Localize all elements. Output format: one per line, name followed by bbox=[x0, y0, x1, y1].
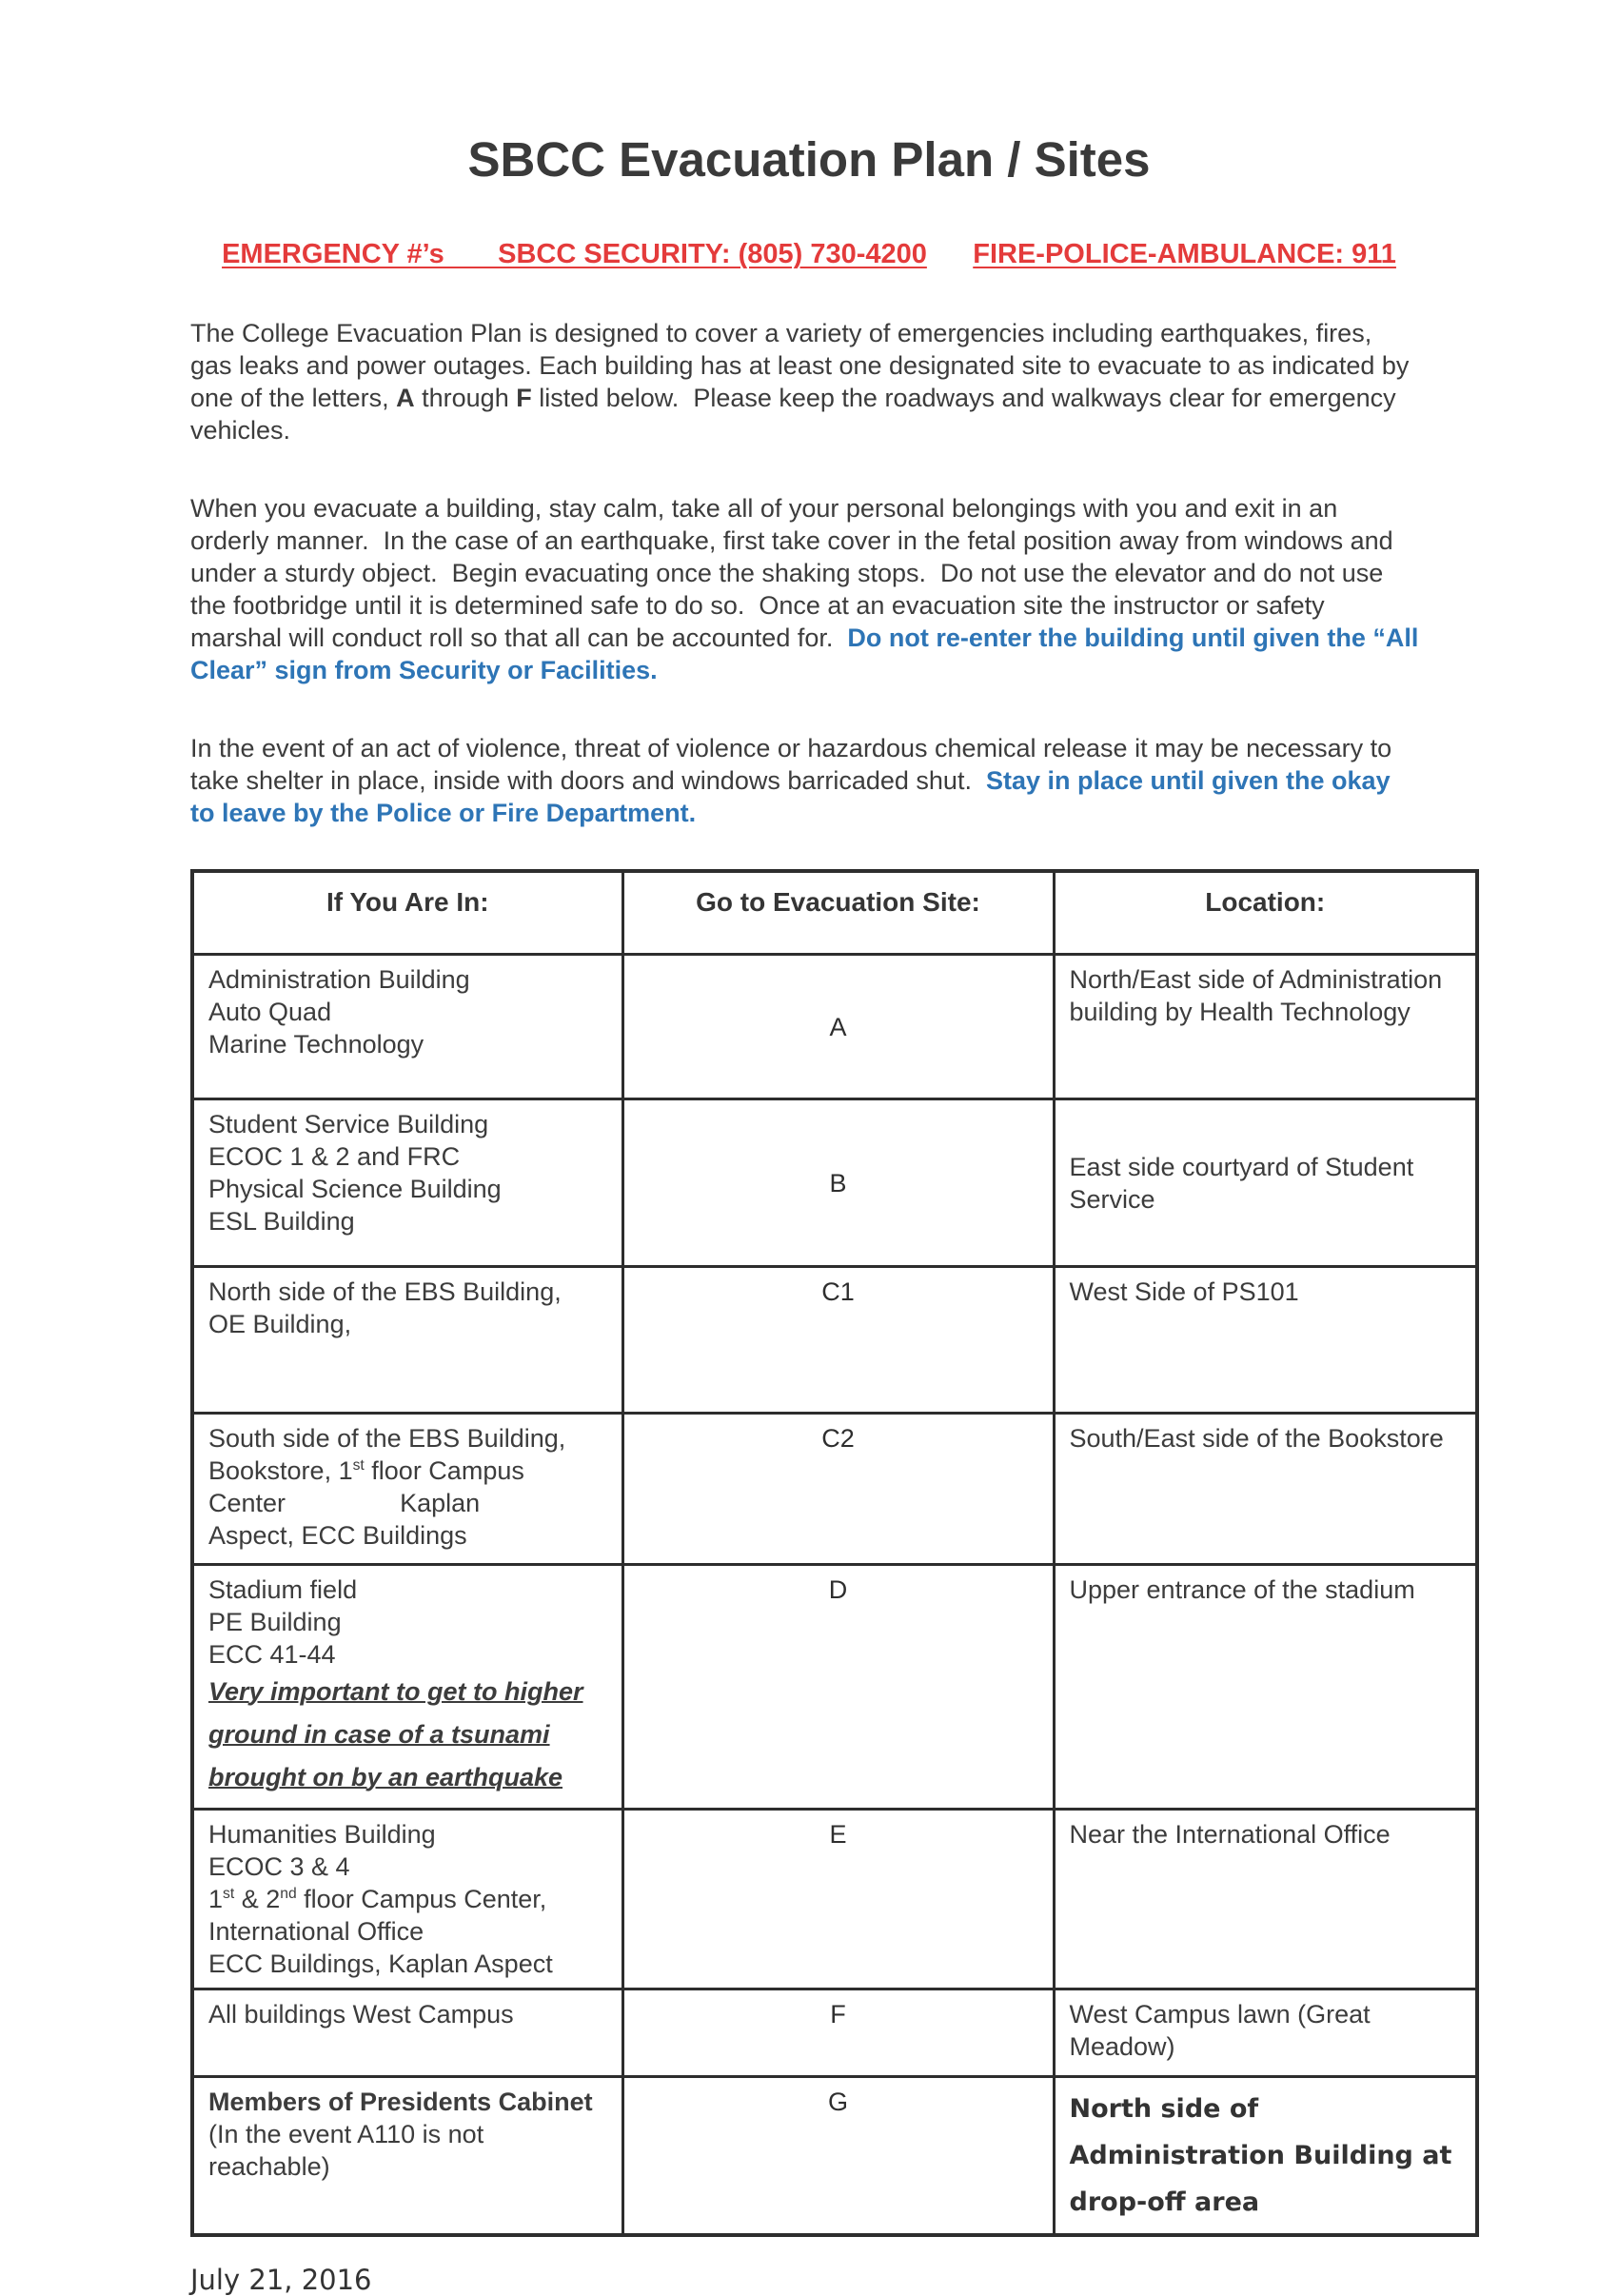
document-date: July 21, 2016 bbox=[190, 2264, 372, 2296]
cell-if-you-are-in: Stadium field PE Building ECC 41-44 Very important to get to higher ground in case of a tsunami brought on by an earthquake bbox=[192, 1565, 622, 1810]
paragraph-evacuation-plan-overview: The College Evacuation Plan is designed to cover a variety of emergencies including earthquakes, fires, gas leaks and power outages. Each building has at least one designated site to evacuate to as indicated by one of the letters, A through F listed below. Please keep the roadways and walkways clear for emergency vehicles. bbox=[190, 319, 1416, 445]
cell-location: North side of Administration Building at drop-off area bbox=[1054, 2077, 1477, 2236]
table-header-row bbox=[192, 871, 1477, 955]
cell-if-you-are-in: Humanities Building ECOC 3 & 4 1st & 2nd floor Campus Center, International Office ECC Buildings, Kaplan Aspect bbox=[192, 1810, 622, 1989]
emergency-numbers-line: EMERGENCY #’s SBCC SECURITY: (805) 730-4200 FIRE-POLICE-AMBULANCE: 911 bbox=[222, 239, 1396, 269]
cell-evacuation-site-letter: E bbox=[622, 1810, 1054, 1989]
paragraph-shelter-in-place: In the event of an act of violence, threat of violence or hazardous chemical release it may be necessary to take shelter in place, inside with doors and windows barricaded shut. Stay in place until given the okay to leave by the Police or Fire Department. bbox=[190, 734, 1399, 827]
document-page bbox=[0, 131, 1618, 2296]
cell-location: Near the International Office bbox=[1054, 1810, 1477, 1989]
cell-if-you-are-in: North side of the EBS Building, OE Building, bbox=[192, 1267, 622, 1414]
cell-if-you-are-in: Administration Building Auto Quad Marine Technology bbox=[192, 955, 622, 1099]
header-cell-location: Location: bbox=[1054, 871, 1477, 955]
cell-location: West Campus lawn (Great Meadow) bbox=[1054, 1989, 1477, 2077]
table-row bbox=[192, 1989, 1477, 2077]
table-row bbox=[192, 1099, 1477, 1267]
cell-location: West Side of PS101 bbox=[1054, 1267, 1477, 1414]
cell-location: North/East side of Administration building by Health Technology bbox=[1054, 955, 1477, 1099]
cell-if-you-are-in: Student Service Building ECOC 1 & 2 and FRC Physical Science Building ESL Building bbox=[192, 1099, 622, 1267]
table-row bbox=[192, 1810, 1477, 1989]
cell-location: Upper entrance of the stadium bbox=[1054, 1565, 1477, 1810]
cell-evacuation-site-letter: B bbox=[622, 1099, 1054, 1267]
table-row bbox=[192, 1414, 1477, 1565]
cell-evacuation-site-letter: A bbox=[622, 955, 1054, 1099]
cell-location: East side courtyard of Student Service bbox=[1054, 1099, 1477, 1267]
evac-table-body bbox=[192, 955, 1477, 2236]
cell-evacuation-site-letter: F bbox=[622, 1989, 1054, 2077]
cell-evacuation-site-letter: G bbox=[622, 2077, 1054, 2236]
cell-if-you-are-in: Members of Presidents Cabinet (In the event A110 is not reachable) bbox=[192, 2077, 622, 2236]
cell-if-you-are-in: All buildings West Campus bbox=[192, 1989, 622, 2077]
header-cell-evacuation-site: Go to Evacuation Site: bbox=[622, 871, 1054, 955]
cell-if-you-are-in: South side of the EBS Building, Bookstore, 1st floor Campus Center Kaplan Aspect, ECC Buildings bbox=[192, 1414, 622, 1565]
cell-evacuation-site-letter: C2 bbox=[622, 1414, 1054, 1565]
cell-location: South/East side of the Bookstore bbox=[1054, 1414, 1477, 1565]
paragraph-evacuation-procedure: When you evacuate a building, stay calm, take all of your personal belongings with you and exit in an orderly manner. In the case of an earthquake, first take cover in the fetal position away from windows and under a sturdy object. Begin evacuating once the shaking stops. Do not use the elevator and do not use the footbridge until it is determined safe to do so. Once at an evacuation site the instructor or safety marshal will conduct roll so that all can be accounted for. Do not re-enter the building until given the “All Clear” sign from Security or Facilities. bbox=[190, 494, 1426, 684]
cell-evacuation-site-letter: C1 bbox=[622, 1267, 1054, 1414]
page-title: SBCC Evacuation Plan / Sites bbox=[467, 132, 1151, 187]
table-row bbox=[192, 1565, 1477, 1810]
header-cell-if-you-are-in: If You Are In: bbox=[192, 871, 622, 955]
table-row bbox=[192, 1267, 1477, 1414]
table-row bbox=[192, 955, 1477, 1099]
evacuation-sites-table bbox=[190, 869, 1479, 2237]
cell-evacuation-site-letter: D bbox=[622, 1565, 1054, 1810]
table-row bbox=[192, 2077, 1477, 2236]
